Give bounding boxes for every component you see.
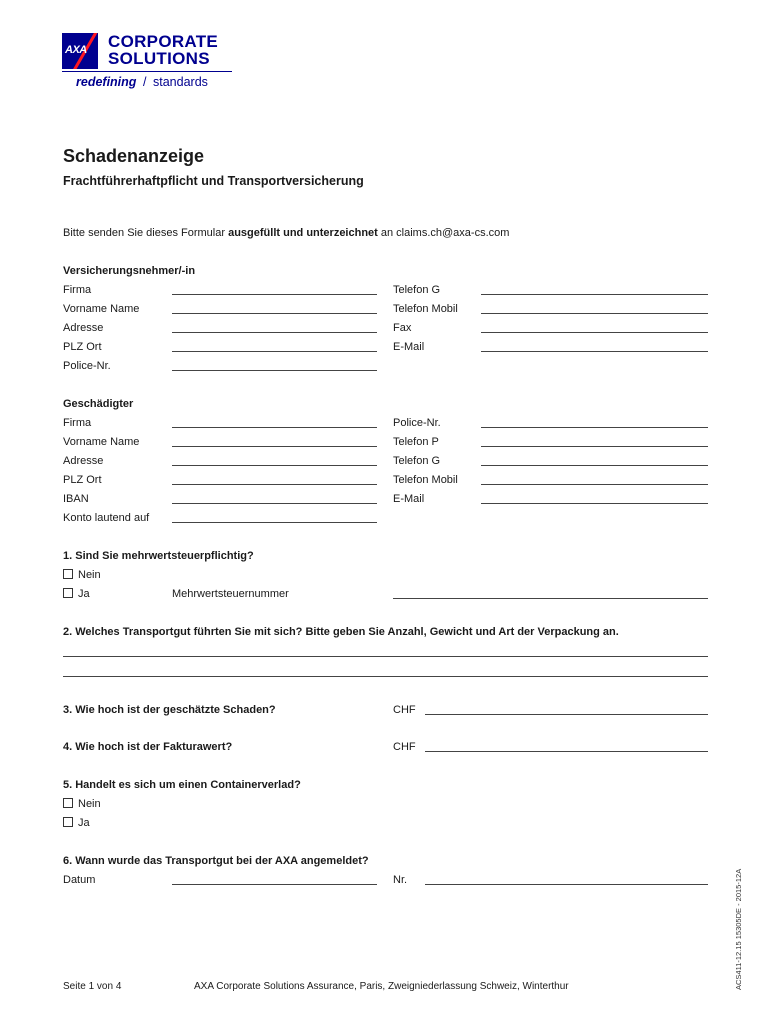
- insured-field-tel-mobil[interactable]: [481, 313, 708, 314]
- q3-currency: CHF: [393, 704, 416, 716]
- page-title: Schadenanzeige: [63, 146, 205, 166]
- insured-label-name: Vorname Name: [63, 303, 140, 315]
- insured-label-fax: Fax: [393, 322, 412, 334]
- q6-date-field[interactable]: [172, 884, 377, 885]
- injured-label-konto: Konto lautend auf: [63, 512, 150, 524]
- injured-label-adresse: Adresse: [63, 455, 104, 467]
- injured-field-firma[interactable]: [172, 427, 377, 428]
- insured-label-adresse: Adresse: [63, 322, 104, 334]
- insured-field-adresse[interactable]: [172, 332, 377, 333]
- q2-label: 2. Welches Transportgut führten Sie mit sich? Bitte geben Sie Anzahl, Gewicht und Art der Verpackung an.: [63, 626, 619, 638]
- q6-nr-field[interactable]: [425, 884, 708, 885]
- footer-page-number: Seite 1 von 4: [63, 981, 122, 992]
- injured-field-police[interactable]: [481, 427, 708, 428]
- insured-label-email: E-Mail: [393, 341, 425, 353]
- q5-label: 5. Handelt es sich um einen Containerverlad?: [63, 779, 301, 791]
- q4-currency: CHF: [393, 741, 416, 753]
- q4-label: 4. Wie hoch ist der Fakturawert?: [63, 741, 233, 753]
- logo-divider: [62, 71, 232, 72]
- injured-label-email: E-Mail: [393, 493, 425, 505]
- injured-label-tel-g: Telefon G: [393, 455, 441, 467]
- insured-field-firma[interactable]: [172, 294, 377, 295]
- insured-field-fax[interactable]: [481, 332, 708, 333]
- q5-option-no-label: Nein: [78, 798, 101, 810]
- intro-pre: Bitte senden Sie dieses Formular: [63, 227, 229, 239]
- q5-option-no[interactable]: [63, 798, 101, 811]
- injured-field-adresse[interactable]: [172, 465, 377, 466]
- injured-label-iban: IBAN: [63, 493, 89, 505]
- q6-nr-label: Nr.: [393, 874, 408, 886]
- injured-label-firma: Firma: [63, 417, 92, 429]
- insured-field-email[interactable]: [481, 351, 708, 352]
- insured-field-police[interactable]: [172, 370, 377, 371]
- q2-field-line-2[interactable]: [63, 676, 708, 677]
- injured-field-email[interactable]: [481, 503, 708, 504]
- injured-label-plz: PLZ Ort: [63, 474, 102, 486]
- injured-label-name: Vorname Name: [63, 436, 140, 448]
- q5-option-yes-label: Ja: [78, 817, 90, 829]
- tagline-redefining: redefining: [76, 75, 137, 89]
- q1-checkbox-yes[interactable]: [63, 588, 73, 598]
- logo-line-2: SOLUTIONS: [108, 49, 210, 68]
- insured-field-tel-g[interactable]: [481, 294, 708, 295]
- page-subtitle: Frachtführerhaftpflicht und Transportversicherung: [63, 174, 364, 188]
- q1-option-yes[interactable]: [63, 588, 90, 601]
- injured-field-plz[interactable]: [172, 484, 377, 485]
- insured-field-name[interactable]: [172, 313, 377, 314]
- q3-label: 3. Wie hoch ist der geschätzte Schaden?: [63, 704, 276, 716]
- injured-field-tel-mobil[interactable]: [481, 484, 708, 485]
- q1-checkbox-no[interactable]: [63, 569, 73, 579]
- insured-label-plz: PLZ Ort: [63, 341, 102, 353]
- logo-mark-text: AXA: [65, 44, 87, 56]
- q1-option-no-label: Nein: [78, 569, 101, 581]
- insured-label-firma: Firma: [63, 284, 92, 296]
- tagline-standards: standards: [153, 75, 208, 89]
- intro-post: an claims.ch@axa-cs.com: [377, 227, 510, 239]
- q1-option-no[interactable]: [63, 569, 101, 582]
- q5-option-yes[interactable]: [63, 817, 90, 830]
- q6-label: 6. Wann wurde das Transportgut bei der AXA angemeldet?: [63, 855, 369, 867]
- q4-amount-field[interactable]: [425, 751, 708, 752]
- q1-label: 1. Sind Sie mehrwertsteuerpflichtig?: [63, 550, 254, 562]
- q2-field-line-1[interactable]: [63, 656, 708, 657]
- injured-field-tel-g[interactable]: [481, 465, 708, 466]
- footer-company: AXA Corporate Solutions Assurance, Paris, Zweigniederlassung Schweiz, Winterthur: [194, 981, 569, 992]
- insured-label-tel-mobil: Telefon Mobil: [393, 303, 458, 315]
- intro-bold: ausgefüllt und unterzeichnet: [228, 227, 378, 239]
- insured-label-police: Police-Nr.: [63, 360, 111, 372]
- q1-vat-field[interactable]: [393, 598, 708, 599]
- injured-field-name[interactable]: [172, 446, 377, 447]
- tagline-slash: /: [143, 75, 147, 89]
- injured-label-tel-p: Telefon P: [393, 436, 439, 448]
- injured-label-police: Police-Nr.: [393, 417, 441, 429]
- intro-text: [63, 227, 509, 240]
- logo-line-1: CORPORATE: [108, 32, 219, 51]
- q1-option-yes-label: Ja: [78, 588, 90, 600]
- insured-heading: Versicherungsnehmer/-in: [63, 265, 196, 277]
- injured-label-tel-mobil: Telefon Mobil: [393, 474, 458, 486]
- injured-field-konto[interactable]: [172, 522, 377, 523]
- injured-heading: Geschädigter: [63, 398, 134, 410]
- injured-field-iban[interactable]: [172, 503, 377, 504]
- q1-vat-label: Mehrwertsteuernummer: [172, 588, 289, 600]
- insured-label-tel-g: Telefon G: [393, 284, 441, 296]
- q5-checkbox-no[interactable]: [63, 798, 73, 808]
- footer-side-code: ACS411-12.15 15305DE - 2015-12A: [734, 868, 743, 990]
- q6-date-label: Datum: [63, 874, 96, 886]
- insured-field-plz[interactable]: [172, 351, 377, 352]
- injured-field-tel-p[interactable]: [481, 446, 708, 447]
- q5-checkbox-yes[interactable]: [63, 817, 73, 827]
- q3-amount-field[interactable]: [425, 714, 708, 715]
- axa-logo: [62, 33, 98, 69]
